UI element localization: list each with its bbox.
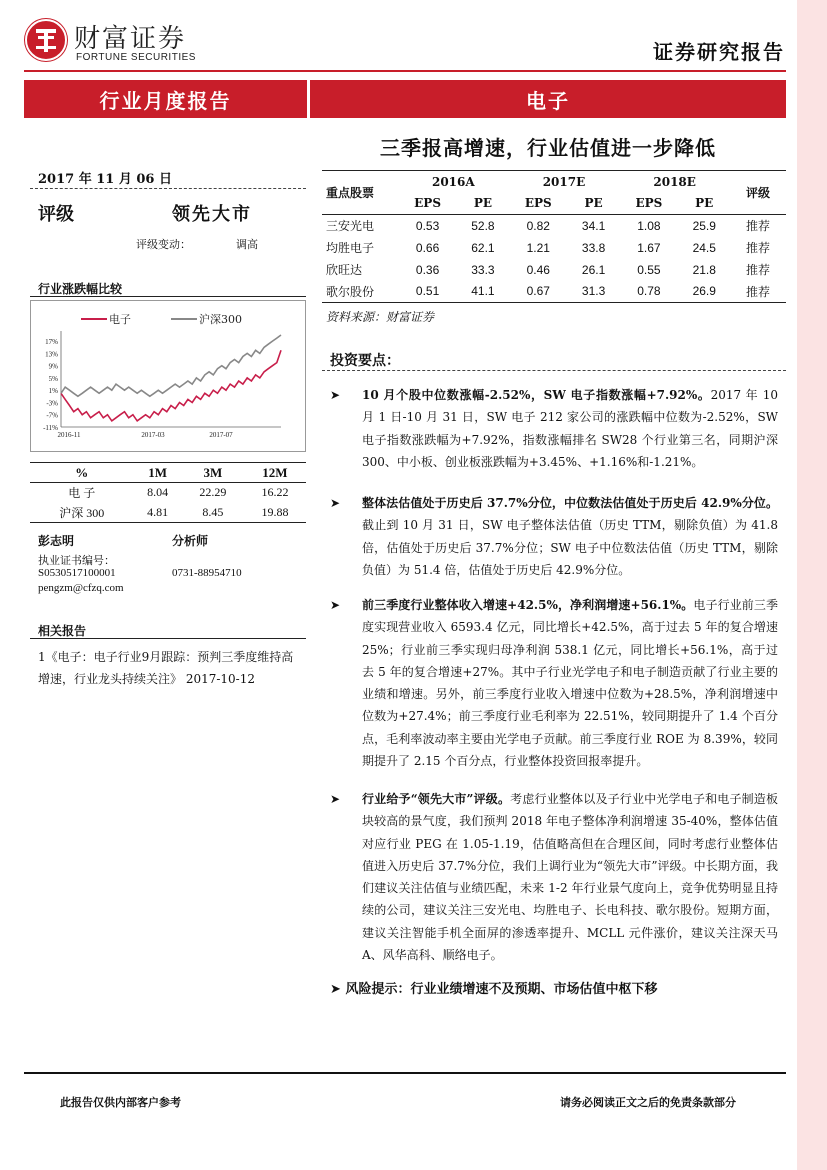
y-tick-label: 1% xyxy=(48,387,58,396)
year-header: 2017E xyxy=(542,174,586,189)
y-tick-label: -11% xyxy=(43,424,58,432)
point-heading: 整体法估值处于历史后 37.7%分位，中位数法估值处于历史后 42.9%分位。 xyxy=(362,496,778,510)
investment-points-title: 投资要点： xyxy=(330,353,400,369)
arrow-bullet-icon: ➤ xyxy=(330,982,341,997)
sub-header: PE xyxy=(584,196,603,211)
investment-point xyxy=(330,594,778,772)
stock-value: 62.1 xyxy=(471,240,495,255)
headline: 三季报高增速，行业估值进一步降低 xyxy=(380,136,716,160)
stock-value: 1.67 xyxy=(637,240,661,255)
stock-row xyxy=(322,215,786,237)
perf-chart-svg xyxy=(31,301,305,451)
investment-point xyxy=(330,384,778,473)
cert-label: 执业证书编号： xyxy=(38,555,115,567)
stock-value: 0.36 xyxy=(415,262,440,277)
sub-header: EPS xyxy=(635,196,663,211)
y-tick-label: 13% xyxy=(45,350,58,359)
stock-value: 0.53 xyxy=(415,218,440,233)
points-rule xyxy=(322,370,786,371)
point-text: 2017 年 10 月 1 日-10 月 31 日，SW 电子 212 家公司的涨跌幅中位数为-2.52%，SW 电子指数涨跌幅为+7.92%，指数涨幅排名 SW28 个行业第三名，同期沪深 300、中小板、创业板涨跌幅为+3.45%、+1.16%和-1.21%。 xyxy=(362,388,778,469)
date-divider xyxy=(30,188,306,189)
arrow-bullet-icon: ➤ xyxy=(330,388,341,402)
cert-number: S0530517100001 xyxy=(38,567,116,579)
perf-cell: 16.22 xyxy=(261,485,289,500)
perf-cell: 22.29 xyxy=(199,485,227,500)
stock-value: 25.9 xyxy=(692,218,716,233)
year-header: 2018E xyxy=(653,174,696,189)
stock-name: 均胜电子 xyxy=(326,241,375,255)
y-tick-label: 5% xyxy=(48,374,58,383)
perf-cell: 沪深 300 xyxy=(59,505,105,520)
stock-name: 三安光电 xyxy=(326,219,375,234)
perf-chart xyxy=(30,300,306,452)
arrow-bullet-icon: ➤ xyxy=(330,496,341,510)
stock-value: 34.1 xyxy=(581,218,606,233)
x-tick-label: 2016-11 xyxy=(57,431,81,439)
rating-label: 评级 xyxy=(38,204,74,225)
perf-row xyxy=(30,483,306,503)
sub-header: EPS xyxy=(414,196,441,211)
stock-value: 41.1 xyxy=(471,284,495,299)
stock-value: 21.8 xyxy=(692,262,716,277)
stock-rating: 推荐 xyxy=(745,284,770,299)
perf-title-rule xyxy=(30,296,306,297)
sub-header: EPS xyxy=(524,196,552,211)
stock-value: 0.66 xyxy=(415,240,440,255)
stock-value: 31.3 xyxy=(581,284,606,299)
stock-value: 33.8 xyxy=(581,240,606,255)
stock-row xyxy=(322,281,786,303)
arrow-bullet-icon: ➤ xyxy=(330,792,341,806)
y-tick-label: -3% xyxy=(46,399,58,408)
perf-cell: 19.88 xyxy=(261,504,289,519)
footer-right: 请务必阅读正文之后的免责条款部分 xyxy=(560,1096,736,1109)
y-tick-label: 9% xyxy=(48,362,58,371)
perf-cell: 电 子 xyxy=(68,486,96,501)
sub-header: PE xyxy=(473,196,492,211)
risk-warning xyxy=(330,978,657,997)
stock-rating: 推荐 xyxy=(745,241,770,255)
perf-header-cell: 3M xyxy=(203,464,223,480)
stock-rating: 推荐 xyxy=(745,219,770,234)
table-source: 资料来源：财富证券 xyxy=(326,310,435,324)
analyst-phone: 0731-88954710 xyxy=(172,567,242,579)
report-category-bar: 行业月度报告 xyxy=(24,80,307,118)
report-date: 2017 年 11 月 06 日 xyxy=(38,172,172,187)
name-header: 重点股票 xyxy=(326,186,375,200)
perf-table xyxy=(30,462,306,523)
perf-cell: 4.81 xyxy=(147,504,169,519)
stock-value: 0.51 xyxy=(415,284,440,299)
point-text: 电子行业前三季度实现营业收入 6593.4 亿元，同比增长+42.5%，高于过去 5 年的复合增速 25%；行业前三季实现归母净利润 538.1 亿元，同比增长+56.1%，高于过去 5 年的复合增速+27%。其中子行业光学电子和电子制造贡献了行业主要的业绩和增速。另外，前三季度行业收入增速中位数为+28.5%，净利润增速中位数为+27.4%；前三季度行业毛利率为 22.51%，较同期提升了 1.4 个百分点，毛利率波动率主要由光学电子贡献。前三季度行业 ROE 为 8.39%，较同期提升了 2.15 个百分点，行业整体投资回报率提升。 xyxy=(362,598,778,769)
rating-header: 评级 xyxy=(745,186,770,200)
related-title-rule xyxy=(30,638,306,639)
stock-name: 欣旺达 xyxy=(326,263,363,277)
point-heading: 10 月个股中位数涨幅-2.52%，SW 电子指数涨幅+7.92%。 xyxy=(362,388,711,402)
analyst-role: 分析师 xyxy=(172,534,209,548)
x-tick-label: 2017-03 xyxy=(141,431,165,439)
analyst-name: 彭志明 xyxy=(38,534,75,548)
stock-value: 26.1 xyxy=(581,262,606,277)
perf-cell: 8.04 xyxy=(147,485,169,500)
perf-header-cell: 12M xyxy=(262,464,288,480)
stock-value: 0.78 xyxy=(637,284,661,299)
stock-row xyxy=(322,237,786,259)
stock-row xyxy=(322,259,786,281)
stock-name: 歌尔股份 xyxy=(326,284,375,299)
x-tick-label: 2017-07 xyxy=(209,431,233,439)
header-rule xyxy=(24,70,786,72)
year-header: 2016A xyxy=(431,174,475,189)
stock-value: 0.82 xyxy=(526,218,550,233)
perf-header-cell: % xyxy=(75,464,89,480)
rating-change-label: 评级变动： xyxy=(136,238,191,251)
legend-label: 沪深300 xyxy=(199,313,242,326)
stock-value: 0.46 xyxy=(526,262,550,277)
related-report-link[interactable]: 1《电子：电子行业9月跟踪：预判三季度维持高增速，行业龙头持续关注》 2017-10-12 xyxy=(38,650,294,686)
logo-text-cn: 财富证券 xyxy=(74,24,187,54)
stock-value: 1.21 xyxy=(526,240,550,255)
stock-value: 24.5 xyxy=(692,240,716,255)
point-text: 截止到 10 月 31 日，SW 电子整体法估值（历史 TTM，剔除负值）为 41.8 倍，估值处于历史后 37.7%分位；SW 电子中位数法估值（历史 TTM，剔除负值）为 51.4 倍，估值处于历史后 42.9%分位。 xyxy=(362,518,778,577)
risk-text: 风险提示：行业业绩增速不及预期、市场估值中枢下移 xyxy=(345,982,658,997)
sub-header: PE xyxy=(695,196,714,211)
rating-change-value: 调高 xyxy=(236,238,258,251)
rating-value: 领先大市 xyxy=(172,204,252,225)
perf-header-cell: 1M xyxy=(148,464,168,480)
y-tick-label: 17% xyxy=(45,338,58,347)
legend-label: 电子 xyxy=(109,313,131,326)
stock-value: 0.67 xyxy=(526,284,550,299)
point-text: 考虑行业整体以及子行业中光学电子和电子制造板块较高的景气度，我们预判 2018 年电子整体净利润增速 35-40%，整体估值对应行业 PEG 在 1.05-1.19，估值略高但在合理区间，同时考虑行业整体估值进入历史后 37.7%分位，我们上调行业为“领先大市”评级。中长期方面，我们建议关注估值与业绩匹配，未来 1-2 年行业景气度向上，竞争优势明显且持续的公司，建议关注三安光电、均胜电子、长电科技、歌尔股份。短期方面，建议关注智能手机全面屏的渗透率提升、MCLL 元件涨价，建议关注深天马 A、风华高科、顺络电子。 xyxy=(362,792,778,963)
perf-cell: 8.45 xyxy=(202,504,224,519)
point-heading: 行业给予“领先大市”评级。 xyxy=(362,792,511,806)
series-line-1 xyxy=(61,335,281,396)
industry-bar: 电子 xyxy=(310,80,786,118)
footer-rule xyxy=(24,1072,786,1074)
series-line-0 xyxy=(61,350,281,421)
investment-point xyxy=(330,788,778,966)
perf-compare-title: 行业涨跌幅比较 xyxy=(38,282,123,296)
stock-value: 1.08 xyxy=(637,218,661,233)
analyst-email[interactable]: pengzm@cfzq.com xyxy=(38,582,124,594)
stock-value: 26.9 xyxy=(692,284,716,299)
footer-left: 此报告仅供内部客户参考 xyxy=(60,1096,181,1109)
side-strip xyxy=(797,0,827,1170)
arrow-bullet-icon: ➤ xyxy=(330,598,341,612)
investment-point xyxy=(330,492,778,581)
fortune-logo-icon xyxy=(24,18,68,62)
related-reports-title: 相关报告 xyxy=(38,624,87,638)
stock-value: 33.3 xyxy=(471,262,495,277)
perf-row xyxy=(30,503,306,523)
point-heading: 前三季度行业整体收入增速+42.5%，净利润增速+56.1%。 xyxy=(362,598,694,612)
stock-rating: 推荐 xyxy=(745,263,770,277)
stock-value: 0.55 xyxy=(637,262,661,277)
y-tick-label: -7% xyxy=(46,411,58,420)
logo-text-en: FORTUNE SECURITIES xyxy=(76,52,196,63)
stock-value: 52.8 xyxy=(471,218,495,233)
key-stocks-table xyxy=(322,170,786,303)
report-type: 证券研究报告 xyxy=(653,40,785,64)
